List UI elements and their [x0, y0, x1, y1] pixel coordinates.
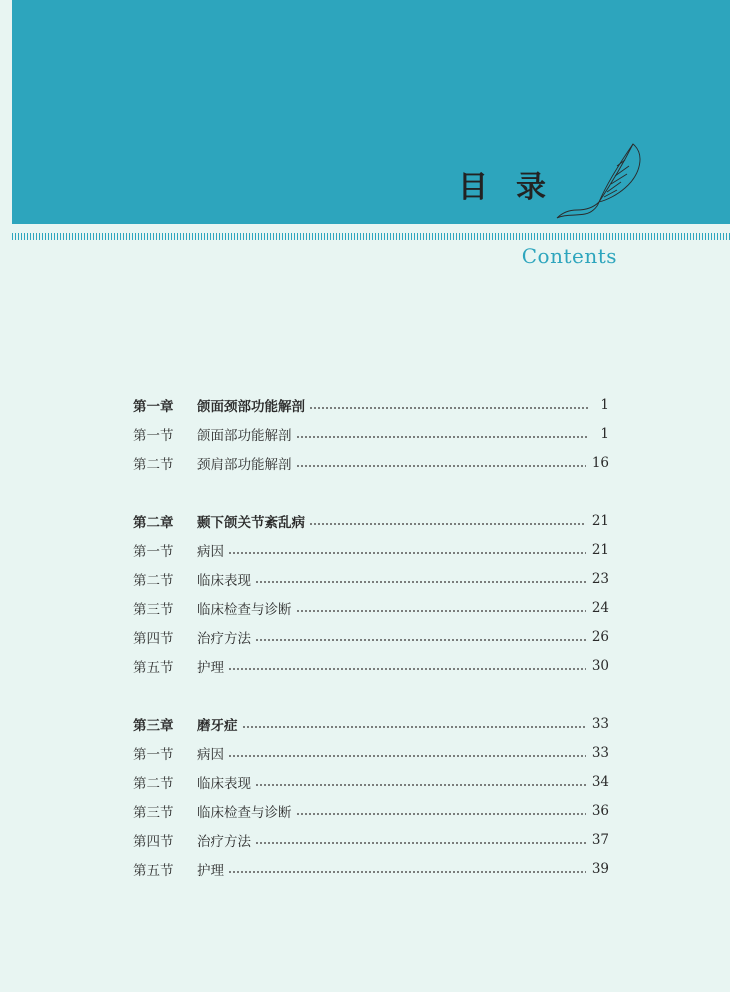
section-number: 第三节 — [133, 601, 174, 618]
page-number: 24 — [591, 599, 609, 616]
section-number: 第二节 — [133, 456, 174, 473]
chapter-title: 颞下颌关节紊乱病 — [197, 514, 305, 531]
section-number: 第二节 — [133, 775, 174, 792]
toc-section-entry[interactable] — [133, 825, 609, 854]
dot-leader — [309, 523, 586, 525]
dot-leader — [255, 581, 586, 583]
section-title: 颈肩部功能解剖 — [197, 456, 292, 473]
section-title: 临床表现 — [197, 775, 251, 792]
section-number: 第四节 — [133, 630, 174, 647]
page-number: 37 — [591, 831, 609, 848]
page-number: 36 — [591, 802, 609, 819]
dot-leader — [255, 784, 586, 786]
chapter-number: 第二章 — [133, 514, 174, 531]
section-title: 病因 — [197, 746, 224, 763]
section-number: 第三节 — [133, 804, 174, 821]
toc-section-entry[interactable] — [133, 738, 609, 767]
feather-quill-icon — [555, 140, 655, 222]
chapter-number: 第一章 — [133, 398, 174, 415]
toc-chapter — [133, 506, 609, 680]
section-title: 护理 — [197, 659, 224, 676]
chapter-title: 磨牙症 — [197, 717, 238, 734]
page-number: 21 — [591, 512, 609, 529]
section-number: 第一节 — [133, 543, 174, 560]
section-number: 第五节 — [133, 659, 174, 676]
dot-leader — [228, 552, 586, 554]
page-number: 21 — [591, 541, 609, 558]
page-number: 34 — [591, 773, 609, 790]
dot-leader — [296, 436, 590, 438]
section-number: 第一节 — [133, 427, 174, 444]
dot-leader — [296, 465, 586, 467]
table-of-contents — [133, 390, 609, 912]
toc-chapter-entry[interactable] — [133, 390, 609, 419]
decorative-stripe — [12, 233, 730, 240]
dot-leader — [255, 639, 586, 641]
page-number: 1 — [600, 396, 609, 413]
chapter-number: 第三章 — [133, 717, 174, 734]
section-title: 护理 — [197, 862, 224, 879]
toc-section-entry[interactable] — [133, 651, 609, 680]
section-title: 病因 — [197, 543, 224, 560]
toc-section-entry[interactable] — [133, 564, 609, 593]
toc-chapter — [133, 709, 609, 883]
chapter-title: 颌面颈部功能解剖 — [197, 398, 305, 415]
page-number: 33 — [591, 744, 609, 761]
dot-leader — [242, 726, 586, 728]
section-title: 临床检查与诊断 — [197, 804, 292, 821]
toc-section-entry[interactable] — [133, 622, 609, 651]
dot-leader — [296, 610, 586, 612]
section-number: 第二节 — [133, 572, 174, 589]
toc-section-entry[interactable] — [133, 593, 609, 622]
toc-section-entry[interactable] — [133, 448, 609, 477]
toc-section-entry[interactable] — [133, 796, 609, 825]
dot-leader — [228, 871, 586, 873]
page-number: 30 — [591, 657, 609, 674]
page-number: 16 — [591, 454, 609, 471]
section-title: 治疗方法 — [197, 833, 251, 850]
page-number: 33 — [591, 715, 609, 732]
section-title: 颌面部功能解剖 — [197, 427, 292, 444]
page-number: 23 — [591, 570, 609, 587]
section-number: 第一节 — [133, 746, 174, 763]
page-number: 39 — [591, 860, 609, 877]
section-title: 临床表现 — [197, 572, 251, 589]
toc-section-entry[interactable] — [133, 419, 609, 448]
section-title: 临床检查与诊断 — [197, 601, 292, 618]
toc-chapter-entry[interactable] — [133, 506, 609, 535]
dot-leader — [228, 755, 586, 757]
page-title: 目录 — [458, 170, 574, 205]
toc-section-entry[interactable] — [133, 767, 609, 796]
section-number: 第四节 — [133, 833, 174, 850]
toc-section-entry[interactable] — [133, 854, 609, 883]
dot-leader — [296, 813, 586, 815]
page-number: 1 — [600, 425, 609, 442]
page-number: 26 — [591, 628, 609, 645]
toc-chapter — [133, 390, 609, 477]
dot-leader — [255, 842, 586, 844]
page-subtitle: Contents — [521, 244, 617, 268]
dot-leader — [228, 668, 586, 670]
toc-section-entry[interactable] — [133, 535, 609, 564]
section-title: 治疗方法 — [197, 630, 251, 647]
dot-leader — [309, 407, 589, 409]
section-number: 第五节 — [133, 862, 174, 879]
toc-chapter-entry[interactable] — [133, 709, 609, 738]
